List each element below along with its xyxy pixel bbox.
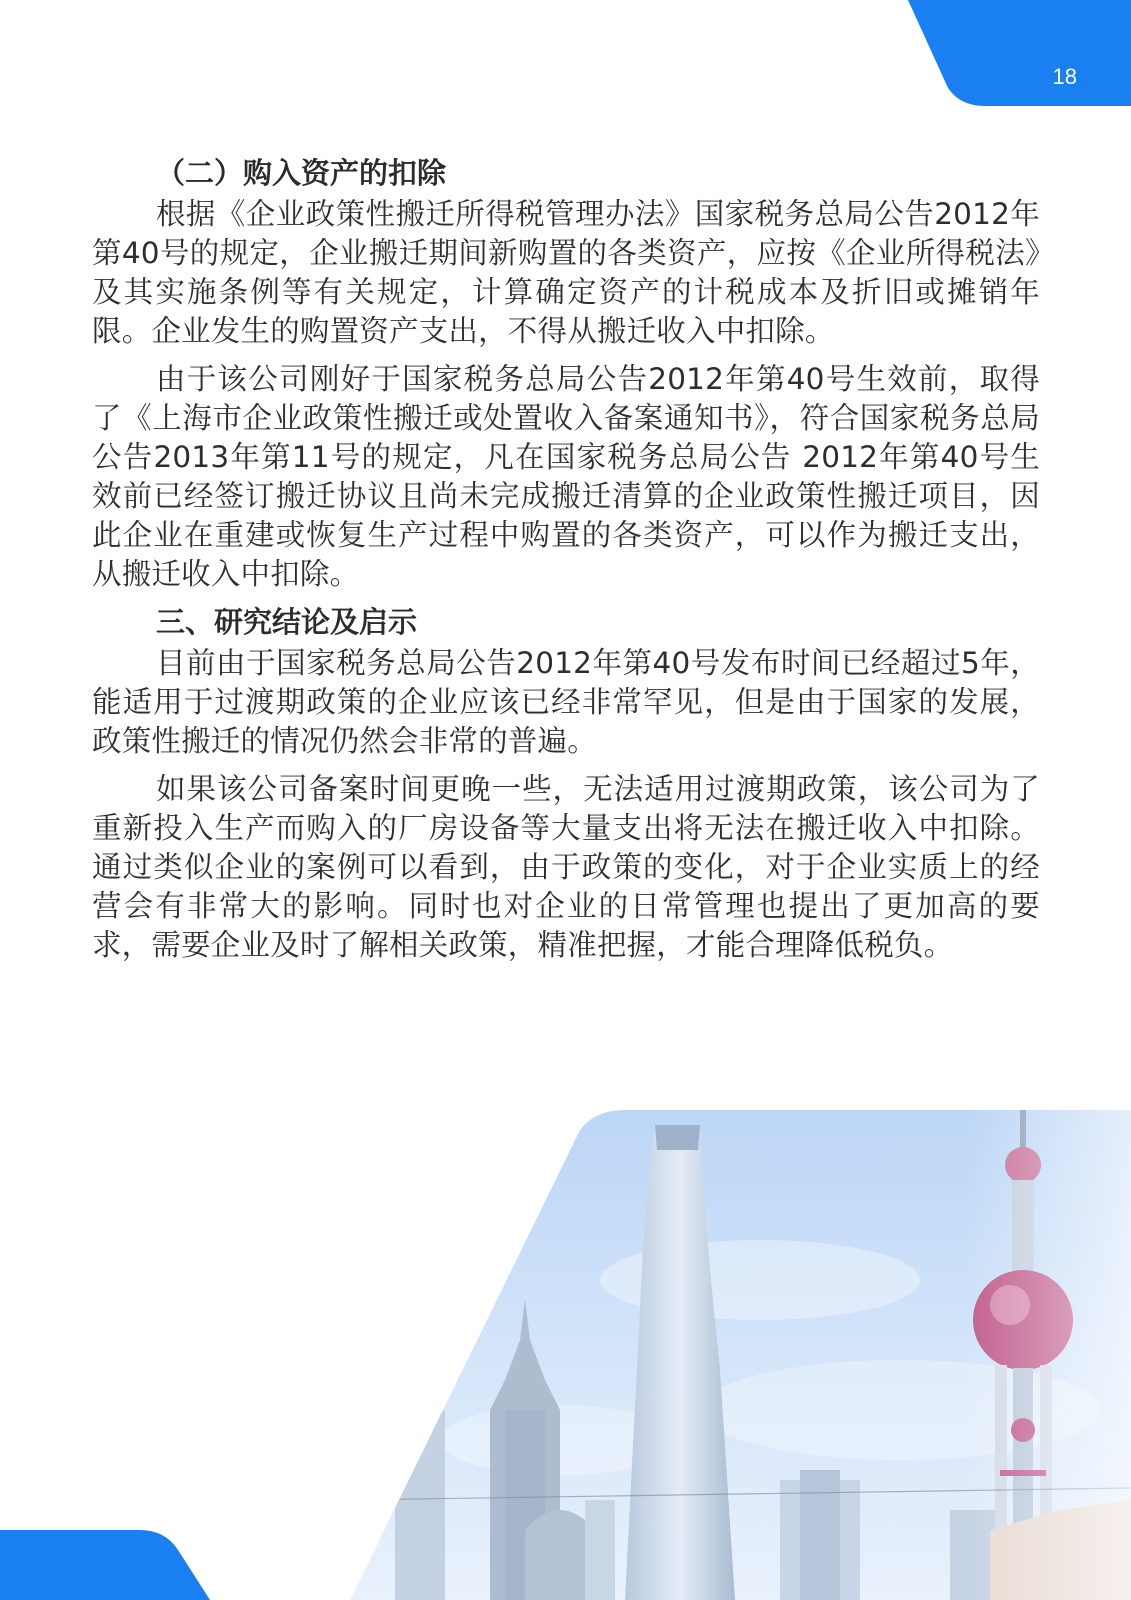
document-body [92, 154, 1040, 974]
paragraph: 由于该公司刚好于国家税务总局公告2012年第40号生效前，取得了《上海市企业政策性搬迁或处置收入备案通知书》，符合国家税务总局公告2013年第11号的规定，凡在国家税务总局公告 2012年第40号生效前已经签订搬迁协议且尚未完成搬迁清算的企业政策性搬迁项目，因此企业在重建或恢复生产过程中购置的各类资产，可以作为搬迁支出，从搬迁收入中扣除。 [92, 362, 1040, 591]
paragraph: 目前由于国家税务总局公告2012年第40号发布时间已经超过5年，能适用于过渡期政策的企业应该已经非常罕见，但是由于国家的发展，政策性搬迁的情况仍然会非常的普遍。 [92, 646, 1040, 758]
section-heading-asset-deduction: （二）购入资产的扣除 [156, 156, 447, 190]
paragraph: 根据《企业政策性搬迁所得税管理办法》国家税务总局公告2012年第40号的规定，企业搬迁期间新购置的各类资产，应按《企业所得税法》及其实施条例等有关规定，计算确定资产的计税成本及折旧或摊销年限。企业发生的购置资产支出，不得从搬迁收入中扣除。 [92, 197, 1040, 348]
skyline-illustration [0, 1110, 1131, 1600]
section-heading-conclusion: 三、研究结论及启示 [156, 605, 418, 639]
corner-tab-decoration [0, 0, 1131, 110]
paragraph: 如果该公司备案时间更晚一些，无法适用过渡期政策，该公司为了重新投入生产而购入的厂房设备等大量支出将无法在搬迁收入中扣除。通过类似企业的案例可以看到，由于政策的变化，对于企业实质上的经营会有非常大的影响。同时也对企业的日常管理也提出了更加高的要求，需要企业及时了解相关政策，精准把握，才能合理降低税负。 [92, 772, 1040, 962]
page-number: 18 [1052, 64, 1077, 89]
